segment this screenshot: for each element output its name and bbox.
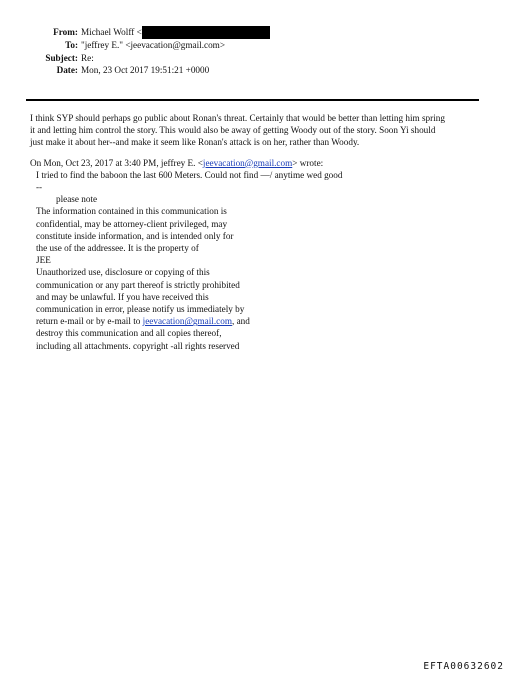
legal-line: JEE — [36, 255, 51, 266]
legal-line: destroy this communication and all copies thereof, — [36, 328, 222, 339]
from-value: Michael Wolff < — [81, 27, 142, 37]
email-link[interactable]: jeevacation@gmail.com — [142, 316, 232, 327]
document-id: EFTA00632602 — [423, 661, 504, 672]
legal-line: The information contained in this communication is — [36, 206, 227, 217]
date-row — [24, 64, 494, 77]
legal-line: constitute inside information, and is intended only for — [36, 230, 234, 241]
body-line: it and letting him control the story. This would also be away of getting Woody out of the story. Soon Yi should — [30, 125, 436, 136]
quote-attribution-tail: > wrote: — [292, 157, 324, 168]
from-label: From: — [53, 27, 78, 37]
please-note: please note — [56, 194, 98, 205]
legal-line: including all attachments. copyright -all rights reserved — [36, 340, 240, 351]
header-divider — [26, 99, 479, 101]
legal-line: the use of the addressee. It is the property of — [36, 243, 199, 254]
legal-line: and may be unlawful. If you have received this — [36, 291, 209, 302]
date-label: Date: — [56, 65, 78, 76]
legal-line: Unauthorized use, disclosure or copying of this — [36, 267, 210, 278]
email-header — [24, 26, 494, 77]
subject-row — [24, 52, 494, 65]
redaction-box — [142, 26, 270, 39]
legal-line: communication or any part thereof is strictly prohibited — [36, 279, 240, 290]
legal-line — [36, 315, 485, 327]
quote-line: I tried to find the baboon the last 600 Meters. Could not find —/ anytime wed good — [36, 169, 343, 180]
subject-value: Re: — [81, 52, 94, 63]
to-row — [24, 39, 494, 52]
email-body — [30, 112, 485, 352]
to-label: To: — [65, 40, 78, 50]
body-line: just make it about her--and make it seem like Ronan's attack is on her, rather than Woody. — [30, 137, 360, 148]
from-row — [24, 26, 494, 39]
subject-label: Subject: — [45, 52, 78, 63]
legal-text: , and — [231, 316, 250, 327]
signature-dash: -- — [36, 182, 43, 193]
body-line: I think SYP should perhaps go public about Ronan's threat. Certainly that would be better than letting him spring — [30, 113, 445, 123]
quote-attribution-text: On Mon, Oct 23, 2017 at 3:40 PM, jeffrey E. < — [30, 157, 203, 168]
email-link[interactable]: jeevacation@gmail.com — [202, 157, 293, 168]
legal-line: confidential, may be attorney-client privileged, may — [36, 218, 228, 229]
legal-text: return e-mail or by e-mail to — [36, 316, 143, 327]
to-value: "jeffrey E." <jeevacation@gmail.com> — [81, 40, 226, 50]
date-value: Mon, 23 Oct 2017 19:51:21 +0000 — [81, 65, 210, 76]
quote-attribution — [30, 157, 485, 169]
quoted-message — [30, 169, 485, 352]
legal-line: communication in error, please notify us immediately by — [36, 304, 245, 315]
